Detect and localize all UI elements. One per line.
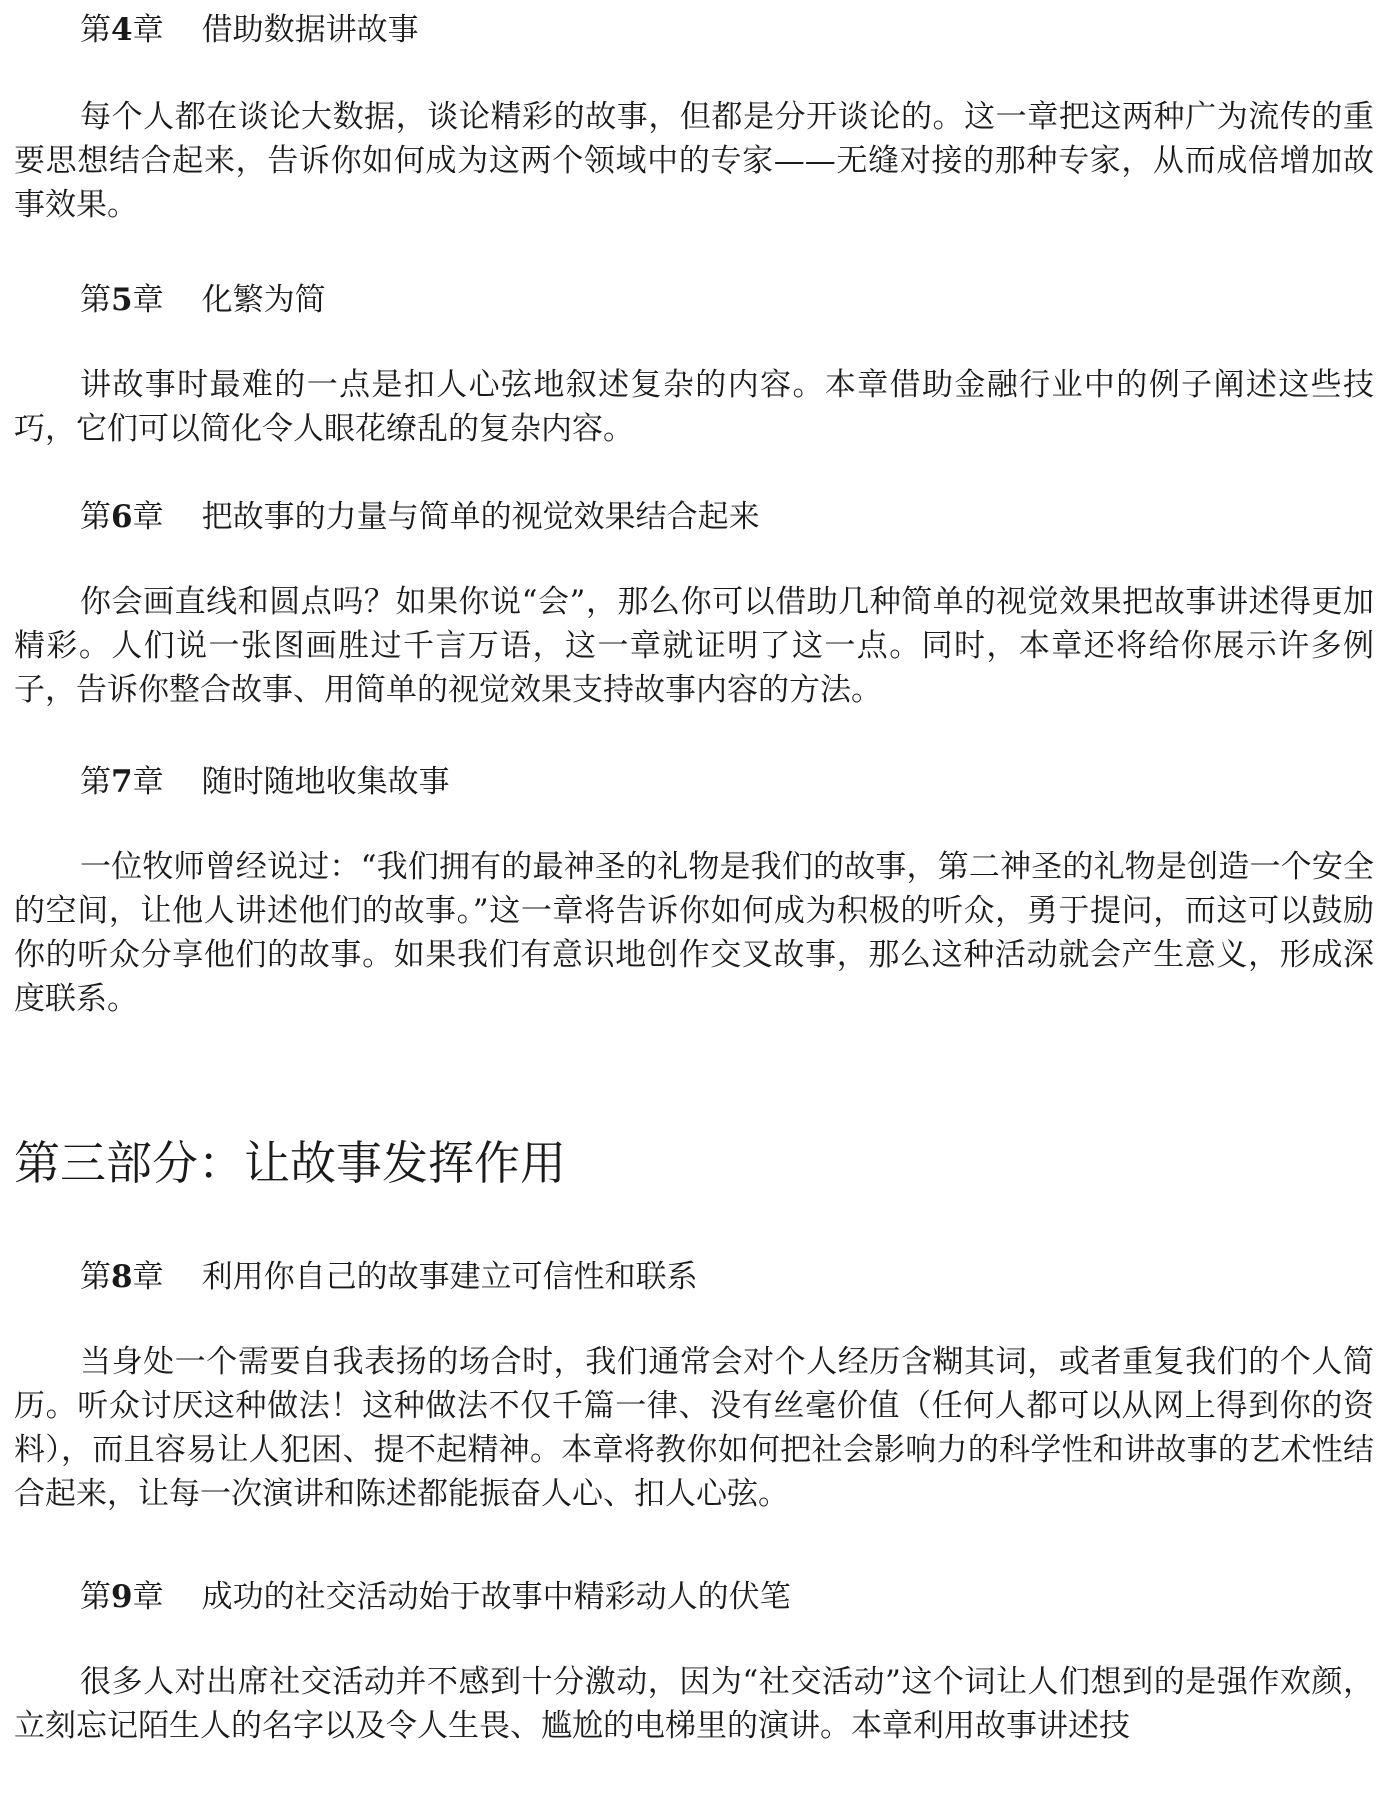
chapter-number-suffix: 章 <box>132 1579 164 1615</box>
chapter-4-summary: 每个人都在谈论大数据，谈论精彩的故事，但都是分开谈论的。这一章把这两种广为流传的重要思想结合起来，告诉你如何成为这两个领域中的专家——无缝对接的那种专家，从而成倍增加故事效果。 <box>14 99 1374 223</box>
chapter-6-summary: 你会画直线和圆点吗？如果你说“会”，那么你可以借助几种简单的视觉效果把故事讲述得更加精彩。人们说一张图画胜过千言万语，这一章就证明了这一点。同时，本章还将给你展示许多例子，告诉你整合故事、用简单的视觉效果支持故事内容的方法。 <box>14 584 1374 708</box>
chapter-7-heading <box>80 762 450 802</box>
chapter-title: 成功的社交活动始于故事中精彩动人的伏笔 <box>201 1579 791 1615</box>
chapter-5-heading <box>80 280 326 320</box>
chapter-number: 4 <box>111 12 133 48</box>
chapter-number-suffix: 章 <box>132 12 164 48</box>
chapter-number: 9 <box>111 1579 133 1615</box>
chapter-8-heading <box>80 1257 698 1297</box>
chapter-title: 把故事的力量与简单的视觉效果结合起来 <box>201 499 760 535</box>
chapter-4-heading <box>80 10 419 50</box>
chapter-8-summary: 当身处一个需要自我表扬的场合时，我们通常会对个人经历含糊其词，或者重复我们的个人简历。听众讨厌这种做法！这种做法不仅千篇一律、没有丝毫价值（任何人都可以从网上得到你的资料），而且容易让人犯困、提不起精神。本章将教你如何把社会影响力的科学性和讲故事的艺术性结合起来，让每一次演讲和陈述都能振奋人心、扣人心弦。 <box>14 1344 1374 1512</box>
chapter-number-suffix: 章 <box>132 1259 164 1295</box>
chapter-number-prefix: 第 <box>80 1259 111 1295</box>
chapter-number: 8 <box>111 1259 133 1295</box>
chapter-title: 随时随地收集故事 <box>201 764 450 800</box>
chapter-5-summary: 讲故事时最难的一点是扣人心弦地叙述复杂的内容。本章借助金融行业中的例子阐述这些技巧，它们可以简化令人眼花缭乱的复杂内容。 <box>14 367 1374 447</box>
chapter-9-heading <box>80 1577 791 1617</box>
chapter-number-suffix: 章 <box>132 499 164 535</box>
chapter-title: 利用你自己的故事建立可信性和联系 <box>201 1259 698 1295</box>
chapter-number-prefix: 第 <box>80 764 111 800</box>
chapter-number: 7 <box>111 764 133 800</box>
chapter-number: 5 <box>111 282 133 318</box>
chapter-number-suffix: 章 <box>132 764 164 800</box>
chapter-number-prefix: 第 <box>80 282 111 318</box>
chapter-7-summary: 一位牧师曾经说过：“我们拥有的最神圣的礼物是我们的故事，第二神圣的礼物是创造一个安全的空间，让他人讲述他们的故事。”这一章将告诉你如何成为积极的听众，勇于提问，而这可以鼓励你的听众分享他们的故事。如果我们有意识地创作交叉故事，那么这种活动就会产生意义，形成深度联系。 <box>14 849 1374 1017</box>
chapter-number: 6 <box>111 499 133 535</box>
chapter-number-suffix: 章 <box>132 282 164 318</box>
chapter-number-prefix: 第 <box>80 12 111 48</box>
chapter-title: 借助数据讲故事 <box>201 12 419 48</box>
chapter-number-prefix: 第 <box>80 1579 111 1615</box>
chapter-6-heading <box>80 497 760 537</box>
chapter-number-prefix: 第 <box>80 499 111 535</box>
chapter-title: 化繁为简 <box>201 282 326 318</box>
part-heading: 第三部分：让故事发挥作用 <box>14 1136 566 1190</box>
chapter-9-summary: 很多人对出席社交活动并不感到十分激动，因为“社交活动”这个词让人们想到的是强作欢颜，立刻忘记陌生人的名字以及令人生畏、尴尬的电梯里的演讲。本章利用故事讲述技 <box>14 1664 1374 1744</box>
